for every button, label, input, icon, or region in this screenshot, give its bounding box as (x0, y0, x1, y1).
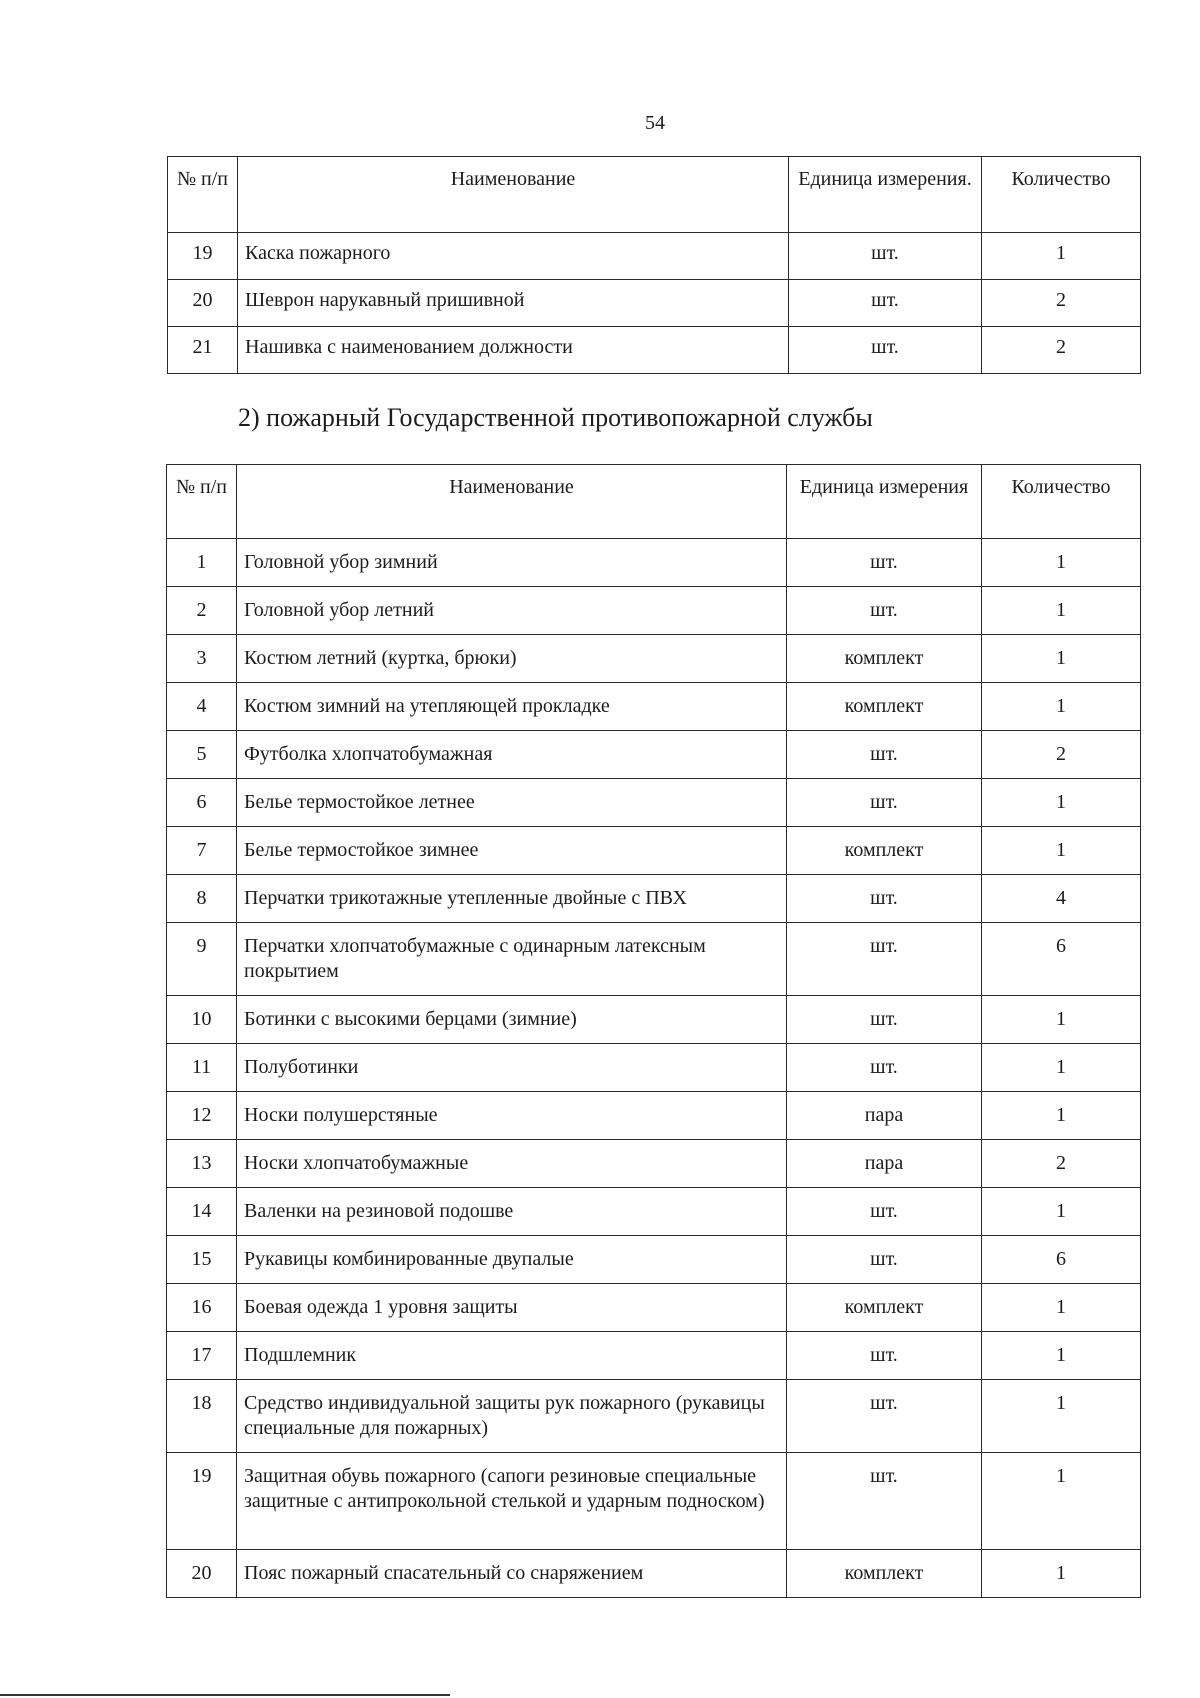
row-qty: 2 (982, 731, 1141, 779)
row-name: Перчатки хлопчатобумажные с одинарным латексным покрытием (237, 923, 787, 996)
row-qty: 1 (982, 587, 1141, 635)
row-num: 18 (167, 1380, 237, 1453)
row-num: 10 (167, 996, 237, 1044)
row-unit: комплект (787, 635, 982, 683)
row-num: 20 (168, 280, 238, 327)
row-unit: шт. (787, 1332, 982, 1380)
row-qty: 1 (982, 779, 1141, 827)
table-row (167, 1188, 1141, 1236)
row-num: 11 (167, 1044, 237, 1092)
row-unit: шт. (787, 996, 982, 1044)
table-row (167, 779, 1141, 827)
row-qty: 1 (982, 1044, 1141, 1092)
row-name: Пояс пожарный спасательный со снаряжением (237, 1550, 787, 1598)
row-qty: 6 (982, 923, 1141, 996)
row-qty: 1 (982, 1284, 1141, 1332)
table-row (167, 1044, 1141, 1092)
row-name: Костюм летний (куртка, брюки) (237, 635, 787, 683)
table-header-row (167, 465, 1141, 539)
row-unit: шт. (787, 1236, 982, 1284)
row-name: Средство индивидуальной защиты рук пожарного (рукавицы специальные для пожарных) (237, 1380, 787, 1453)
table-row (167, 539, 1141, 587)
bottom-divider (0, 1694, 450, 1696)
row-name: Носки хлопчатобумажные (237, 1140, 787, 1188)
row-qty: 1 (982, 1092, 1141, 1140)
row-unit: шт. (787, 779, 982, 827)
table-row (168, 233, 1141, 280)
row-num: 16 (167, 1284, 237, 1332)
table-row (167, 1332, 1141, 1380)
row-name: Носки полушерстяные (237, 1092, 787, 1140)
table-row (167, 1236, 1141, 1284)
table-row (167, 1550, 1141, 1598)
table-row (167, 827, 1141, 875)
table-row (167, 996, 1141, 1044)
row-unit: комплект (787, 1550, 982, 1598)
row-unit: шт. (789, 327, 982, 374)
header-qty: Количество (982, 157, 1141, 233)
header-name: Наименование (238, 157, 789, 233)
row-name: Костюм зимний на утепляющей прокладке (237, 683, 787, 731)
row-name: Шеврон нарукавный пришивной (238, 280, 789, 327)
table-row (167, 875, 1141, 923)
row-num: 6 (167, 779, 237, 827)
table-row (167, 731, 1141, 779)
equipment-table-continued (167, 156, 1141, 374)
row-unit: комплект (787, 827, 982, 875)
header-qty: Количество (982, 465, 1141, 539)
row-unit: комплект (787, 683, 982, 731)
row-unit: шт. (787, 731, 982, 779)
table-row (167, 587, 1141, 635)
row-qty: 1 (982, 996, 1141, 1044)
row-name: Белье термостойкое летнее (237, 779, 787, 827)
row-num: 3 (167, 635, 237, 683)
row-name: Головной убор летний (237, 587, 787, 635)
row-name: Перчатки трикотажные утепленные двойные с ПВХ (237, 875, 787, 923)
row-unit: шт. (787, 875, 982, 923)
row-num: 21 (168, 327, 238, 374)
row-unit: шт. (787, 1380, 982, 1453)
table-header-row (168, 157, 1141, 233)
row-unit: шт. (787, 539, 982, 587)
row-name: Белье термостойкое зимнее (237, 827, 787, 875)
row-unit: шт. (787, 1188, 982, 1236)
row-num: 14 (167, 1188, 237, 1236)
row-num: 9 (167, 923, 237, 996)
row-unit: шт. (787, 1453, 982, 1550)
table-row (167, 923, 1141, 996)
row-unit: пара (787, 1092, 982, 1140)
table-row (167, 635, 1141, 683)
row-num: 8 (167, 875, 237, 923)
row-qty: 1 (982, 1332, 1141, 1380)
row-name: Ботинки с высокими берцами (зимние) (237, 996, 787, 1044)
row-qty: 1 (982, 683, 1141, 731)
row-qty: 1 (982, 1550, 1141, 1598)
table-row (168, 327, 1141, 374)
row-num: 5 (167, 731, 237, 779)
section-title: 2) пожарный Государственной противопожарной службы (238, 403, 873, 432)
row-name: Валенки на резиновой подошве (237, 1188, 787, 1236)
row-qty: 1 (982, 1453, 1141, 1550)
row-qty: 6 (982, 1236, 1141, 1284)
row-unit: шт. (789, 280, 982, 327)
row-num: 13 (167, 1140, 237, 1188)
row-num: 20 (167, 1550, 237, 1598)
row-name: Полуботинки (237, 1044, 787, 1092)
row-num: 1 (167, 539, 237, 587)
row-qty: 4 (982, 875, 1141, 923)
row-name: Боевая одежда 1 уровня защиты (237, 1284, 787, 1332)
row-qty: 2 (982, 327, 1141, 374)
row-num: 2 (167, 587, 237, 635)
row-unit: шт. (787, 1044, 982, 1092)
table-row (168, 280, 1141, 327)
table-row (167, 683, 1141, 731)
header-num: № п/п (168, 157, 238, 233)
row-name: Головной убор зимний (237, 539, 787, 587)
row-qty: 1 (982, 635, 1141, 683)
header-unit: Единица измерения (787, 465, 982, 539)
table-row (167, 1453, 1141, 1550)
table-row (167, 1140, 1141, 1188)
row-unit: пара (787, 1140, 982, 1188)
row-name: Подшлемник (237, 1332, 787, 1380)
row-qty: 1 (982, 827, 1141, 875)
equipment-table (166, 464, 1141, 1598)
row-num: 7 (167, 827, 237, 875)
row-qty: 2 (982, 280, 1141, 327)
row-qty: 1 (982, 1380, 1141, 1453)
row-qty: 1 (982, 1188, 1141, 1236)
row-num: 17 (167, 1332, 237, 1380)
row-name: Нашивка с наименованием должности (238, 327, 789, 374)
row-num: 19 (168, 233, 238, 280)
row-unit: шт. (789, 233, 982, 280)
page-number: 54 (645, 112, 665, 134)
row-name: Рукавицы комбинированные двупалые (237, 1236, 787, 1284)
table-row (167, 1284, 1141, 1332)
row-qty: 1 (982, 233, 1141, 280)
row-name: Футболка хлопчатобумажная (237, 731, 787, 779)
row-name: Каска пожарного (238, 233, 789, 280)
header-unit: Единица измерения. (789, 157, 982, 233)
row-num: 12 (167, 1092, 237, 1140)
row-num: 19 (167, 1453, 237, 1550)
row-name: Защитная обувь пожарного (сапоги резиновые специальные защитные с антипрокольной стелькой и ударным подноском) (237, 1453, 787, 1550)
row-num: 4 (167, 683, 237, 731)
row-num: 15 (167, 1236, 237, 1284)
table-row (167, 1380, 1141, 1453)
header-name: Наименование (237, 465, 787, 539)
row-unit: комплект (787, 1284, 982, 1332)
table-row (167, 1092, 1141, 1140)
header-num: № п/п (167, 465, 237, 539)
row-unit: шт. (787, 923, 982, 996)
row-unit: шт. (787, 587, 982, 635)
row-qty: 2 (982, 1140, 1141, 1188)
row-qty: 1 (982, 539, 1141, 587)
